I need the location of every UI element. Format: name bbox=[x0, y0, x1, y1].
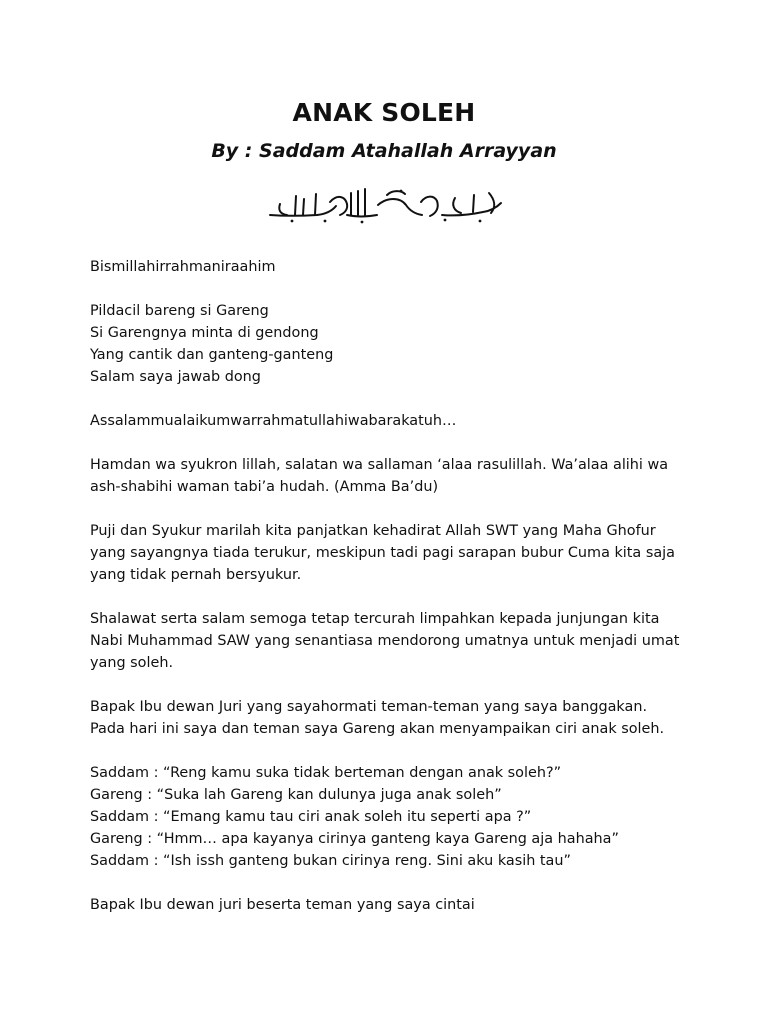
paragraph-line: Assalammualaikumwarrahmatullahiwabarakatuh… bbox=[90, 413, 457, 429]
paragraph-line: Pada hari ini saya dan teman saya Gareng akan menyampaikan ciri anak soleh. bbox=[90, 721, 665, 737]
paragraph-line: Bismillahirrahmaniraahim bbox=[90, 259, 276, 275]
paragraph-line: yang sayangnya tiada terukur, meskipun tadi pagi sarapan bubur Cuma kita saja bbox=[90, 545, 675, 561]
paragraph-line: Bapak Ibu dewan juri beserta teman yang saya cintai bbox=[90, 897, 475, 913]
document-author: By : Saddam Atahallah Arrayyan bbox=[211, 140, 557, 162]
dialogue-line: Saddam : “Reng kamu suka tidak berteman dengan anak soleh?” bbox=[90, 765, 562, 781]
paragraph-gratitude bbox=[90, 520, 690, 586]
paragraph-basmalah bbox=[90, 256, 690, 278]
paragraph-dialogue bbox=[90, 762, 690, 872]
document-title: ANAK SOLEH bbox=[292, 98, 476, 127]
dialogue-line: Gareng : “Suka lah Gareng kan dulunya juga anak soleh” bbox=[90, 787, 502, 803]
paragraph-line: Bapak Ibu dewan Juri yang sayahormati teman-teman yang saya banggakan. bbox=[90, 699, 648, 715]
paragraph-line: Nabi Muhammad SAW yang senantiasa mendorong umatnya untuk menjadi umat bbox=[90, 633, 680, 649]
dialogue-line: Saddam : “Emang kamu tau ciri anak soleh itu seperti apa ?” bbox=[90, 809, 532, 825]
paragraph-greeting bbox=[90, 410, 690, 432]
paragraph-line: Salam saya jawab dong bbox=[90, 369, 261, 385]
paragraph-line: ash-shabihi waman tabi’a hudah. (Amma Ba’du) bbox=[90, 479, 439, 495]
dialogue-line: Gareng : “Hmm… apa kayanya cirinya ganteng kaya Gareng aja hahaha” bbox=[90, 831, 619, 847]
paragraph-line: Si Garengnya minta di gendong bbox=[90, 325, 319, 341]
paragraph-line: yang tidak pernah bersyukur. bbox=[90, 567, 302, 583]
paragraph-closing bbox=[90, 894, 690, 916]
paragraph-line: Yang cantik dan ganteng-ganteng bbox=[90, 347, 334, 363]
paragraph-line: Puji dan Syukur marilah kita panjatkan kehadirat Allah SWT yang Maha Ghofur bbox=[90, 523, 656, 539]
paragraph-opening-praise bbox=[90, 454, 690, 498]
paragraph-line: Hamdan wa syukron lillah, salatan wa sallaman ‘alaa rasulillah. Wa’alaa alihi wa bbox=[90, 457, 669, 473]
bismillah-calligraphy bbox=[264, 184, 508, 228]
paragraph-address bbox=[90, 696, 690, 740]
speech-body bbox=[90, 256, 690, 916]
paragraph-line: Shalawat serta salam semoga tetap tercurah limpahkan kepada junjungan kita bbox=[90, 611, 660, 627]
paragraph-pantun bbox=[90, 300, 690, 388]
dialogue-line: Saddam : “Ish issh ganteng bukan cirinya reng. Sini aku kasih tau” bbox=[90, 853, 571, 869]
paragraph-line: yang soleh. bbox=[90, 655, 174, 671]
paragraph-shalawat bbox=[90, 608, 690, 674]
paragraph-line: Pildacil bareng si Gareng bbox=[90, 303, 269, 319]
